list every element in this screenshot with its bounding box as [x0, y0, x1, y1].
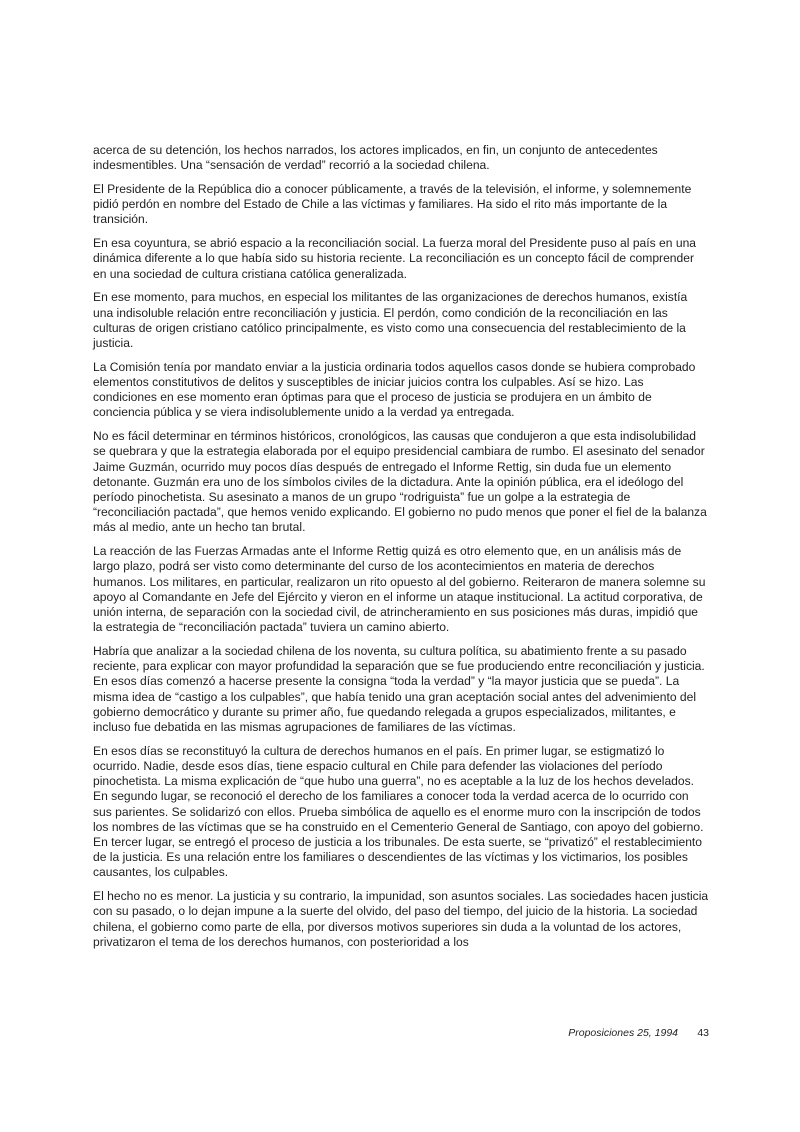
paragraph: No es fácil determinar en términos históricos, cronológicos, las causas que condujeron a que esta indisolubilidad se quebrara y que la estrategia elaborada por el equipo presidencial cambiara de rumbo. El asesinato del senador Jaime Guzmán, ocurrido muy pocos días después de entregado el Informe Rettig, sin duda fue un elemento detonante. Guzmán era uno de los símbolos civiles de la dictadura. Ante la opinión pública, era el ideólogo del período pinochetista. Su asesinato a manos de un grupo “rodriguista” fue un golpe a la estrategia de “reconciliación pactada”, que hemos venido explicando. El gobierno no pudo menos que poner el fiel de la balanza más al medio, ante un hecho tan brutal. [93, 429, 707, 535]
paragraph: La reacción de las Fuerzas Armadas ante el Informe Rettig quizá es otro elemento que, en un análisis más de largo plazo, podrá ser visto como determinante del curso de los acontecimientos en materia de derechos humanos. Los militares, en particular, realizaron un rito opuesto al del gobierno. Reiteraron de manera solemne su apoyo al Comandante en Jefe del Ejército y vieron en el informe un ataque institucional. La actitud corporativa, de unión interna, de separación con la sociedad civil, de atrincheramiento en sus posiciones más duras, impidió que la estrategia de “reconciliación pactada” tuviera un camino abierto. [93, 544, 706, 635]
journal-citation: Proposiciones 25, 1994 [568, 1027, 678, 1039]
paragraph: El Presidente de la República dio a conocer públicamente, a través de la televisión, el informe, y solemnemente pidió perdón en nombre del Estado de Chile a las víctimas y familiares. Ha sido el rito más importante de la transición. [93, 182, 692, 227]
paragraph: En esa coyuntura, se abrió espacio a la reconciliación social. La fuerza moral del Presidente puso al país en una dinámica diferente a lo que había sido su historia reciente. La reconciliación es un concepto fácil de comprender en una sociedad de cultura cristiana católica generalizada. [93, 236, 697, 281]
paragraph: La Comisión tenía por mandato enviar a la justicia ordinaria todos aquellos casos donde se hubiera comprobado elementos constitutivos de delitos y susceptibles de iniciar juicios contra los culpables. Así se hizo. Las condiciones en ese momento eran óptimas para que el proceso de justicia se produjera en un ámbito de conciencia pública y se viera indisolublemente unido a la verdad ya entregada. [93, 359, 696, 420]
paragraph: En ese momento, para muchos, en especial los militantes de las organizaciones de derechos humanos, existía una indisoluble relación entre reconciliación y justicia. El perdón, como condición de la reconciliación en las culturas de origen cristiano católico principalmente, es visto como una consecuencia del restablecimiento de la justicia. [93, 290, 688, 351]
paragraph: Habría que analizar a la sociedad chilena de los noventa, su cultura política, su abatimiento frente a su pasado reciente, para explicar con mayor profundidad la separación que se fue produciendo entre reconciliación y justicia. En esos días comenzó a hacerse presente la consigna “toda la verdad” y “la mayor justicia que se pueda”. La misma idea de “castigo a los culpables”, que había tenido una gran aceptación social antes del advenimiento del gobierno democrático y durante su primer año, fue quedando relegada a grupos especializados, militantes, e incluso fue debatida en las mismas agrupaciones de familiares de las víctimas. [93, 644, 705, 735]
paragraph: acerca de su detención, los hechos narrados, los actores implicados, en fin, un conjunto de antecedentes indesmentibles. Una “sensación de verdad” recorrió a la sociedad chilena. [93, 143, 658, 173]
body-text [93, 143, 709, 959]
page-number: 43 [697, 1027, 709, 1039]
paragraph: En esos días se reconstituyó la cultura de derechos humanos en el país. En primer lugar, se estigmatizó lo ocurrido. Nadie, desde esos días, tiene espacio cultural en Chile para defender las violaciones del período pinochetista. La misma explicación de “que hubo una guerra”, no es aceptable a la luz de los hechos develados. En segundo lugar, se reconoció el derecho de los familiares a conocer toda la verdad acerca de lo ocurrido con sus parientes. Se solidarizó con ellos. Prueba simbólica de aquello es el enorme muro con la inscripción de todos los nombres de las víctimas que se ha construido en el Cementerio General de Santiago, con apoyo del gobierno. En tercer lugar, se entregó el proceso de justicia a los tribunales. De esta suerte, se “privatizó” el restablecimiento de la justicia. Es una relación entre los familiares o descendientes de las víctimas y los victimarios, los posibles causantes, los culpables. [93, 743, 704, 880]
paragraph: El hecho no es menor. La justicia y su contrario, la impunidad, son asuntos sociales. Las sociedades hacen justicia con su pasado, o lo dejan impune a la suerte del olvido, del paso del tiempo, del juicio de la historia. La sociedad chilena, el gobierno como parte de ella, por diversos motivos superiores sin duda a la voluntad de los actores, privatizaron el tema de los derechos humanos, con posterioridad a los [93, 889, 709, 949]
